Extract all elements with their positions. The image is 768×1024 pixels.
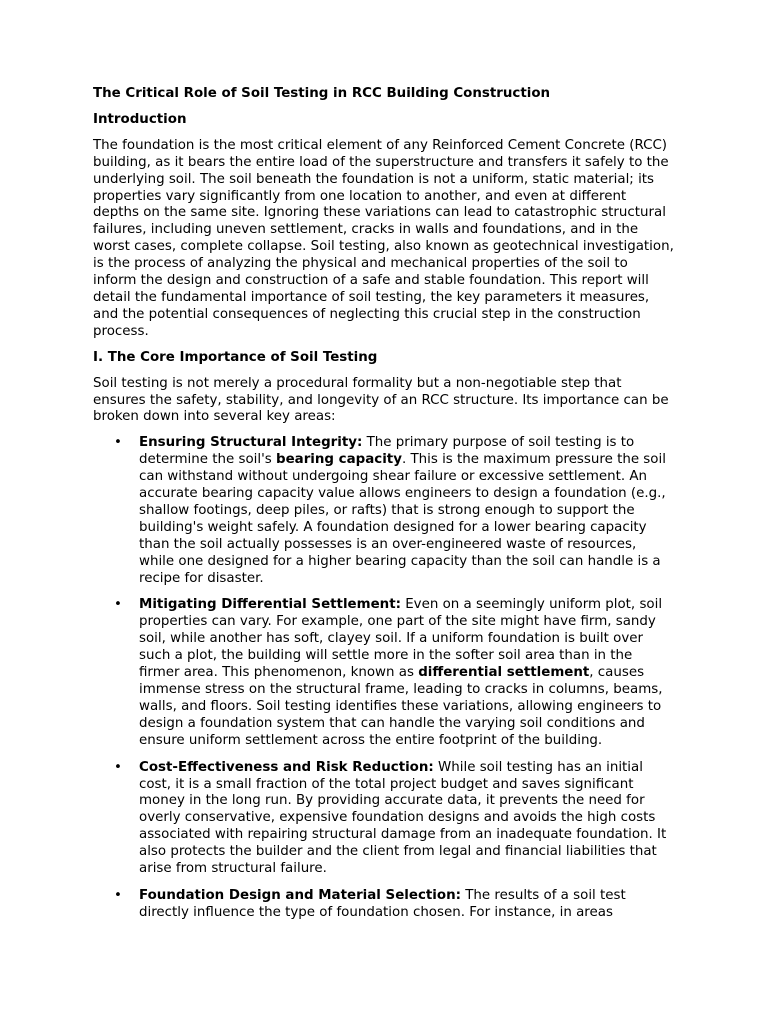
- list-item-emphasis: differential settlement: [418, 665, 590, 681]
- introduction-paragraph: The foundation is the most critical element of any Reinforced Cement Concrete (RCC) building, as it bears the entire load of the superstructure and transfers it safely to the underlying soil. The soil beneath the foundation is not a uniform, static material; its properties vary significantly from one location to another, and even at different depths on the same site. Ignoring these variations can lead to catastrophic structural failures, including uneven settlement, cracks in walls and foundations, and in the worst cases, complete collapse. Soil testing, also known as geotechnical investigation, is the process of analyzing the physical and mechanical properties of the soil to inform the design and construction of a safe and stable foundation. This report will detail the fundamental importance of soil testing, the key parameters it measures, and the potential consequences of neglecting this crucial step in the construction process.: [93, 137, 674, 339]
- list-item-text: , causes immense stress on the structural frame, leading to cracks in columns, beams, walls, and floors. Soil testing identifies these variations, allowing engineers to design a foundation system that can handle the varying soil conditions and ensure uniform settlement across the entire footprint of the building.: [139, 665, 663, 748]
- list-item-text: Even on a seemingly uniform plot, soil properties can vary. For example, one part of the site might have firm, sandy soil, while another has soft, clayey soil. If a uniform foundation is built over such a plot, the building will settle more in the softer soil area than in the firmer area. This phenomenon, known as: [139, 597, 663, 681]
- section-1-intro-paragraph: Soil testing is not merely a procedural formality but a non-negotiable step that ensures the safety, stability, and longevity of an RCC structure. Its importance can be broken down into several key areas:: [93, 375, 669, 425]
- list-item-lead: Mitigating Differential Settlement:: [139, 597, 401, 613]
- list-item-lead: Cost-Effectiveness and Risk Reduction:: [139, 759, 434, 775]
- list-item-text: . This is the maximum pressure the soil can withstand without undergoing shear failure or excessive settlement. An accurate bearing capacity value allows engineers to design a foundation (e.g., shallow footings, deep piles, or rafts) that is strong enough to support the building's weight safely. A foundation designed for a lower bearing capacity than the soil actually possesses is an over-engineered waste of resources, while one designed for a higher bearing capacity than the soil can handle is a recipe for disaster.: [139, 452, 666, 586]
- list-item-lead: Foundation Design and Material Selection:: [139, 887, 461, 903]
- list-item-lead: Ensuring Structural Integrity:: [139, 435, 363, 451]
- list-item-emphasis: bearing capacity: [276, 452, 402, 468]
- list-item-text: While soil testing has an initial cost, it is a small fraction of the total project budget and saves significant money in the long run. By providing accurate data, it prevents the need for overly conservative, expensive foundation designs and avoids the high costs associated with repairing structural damage from an inadequate foundation. It also protects the builder and the client from legal and financial liabilities that arise from structural failure.: [139, 759, 667, 877]
- list-item-text: The results of a soil test directly influence the type of foundation chosen. For instance, in areas: [139, 887, 626, 920]
- list-item: [93, 435, 674, 587]
- bullet-icon: •: [114, 597, 122, 613]
- list-item: [93, 597, 674, 749]
- list-item: [93, 888, 674, 922]
- importance-bullet-list: [93, 435, 674, 921]
- list-item: [93, 760, 674, 878]
- document-title: The Critical Role of Soil Testing in RCC Building Construction: [93, 86, 551, 101]
- list-item-text: The primary purpose of soil testing is to determine the soil's: [139, 435, 635, 468]
- bullet-icon: •: [114, 435, 122, 451]
- bullet-icon: •: [114, 759, 122, 775]
- introduction-heading: Introduction: [93, 111, 187, 127]
- section-1-heading: I. The Core Importance of Soil Testing: [93, 349, 378, 365]
- bullet-icon: •: [114, 887, 122, 903]
